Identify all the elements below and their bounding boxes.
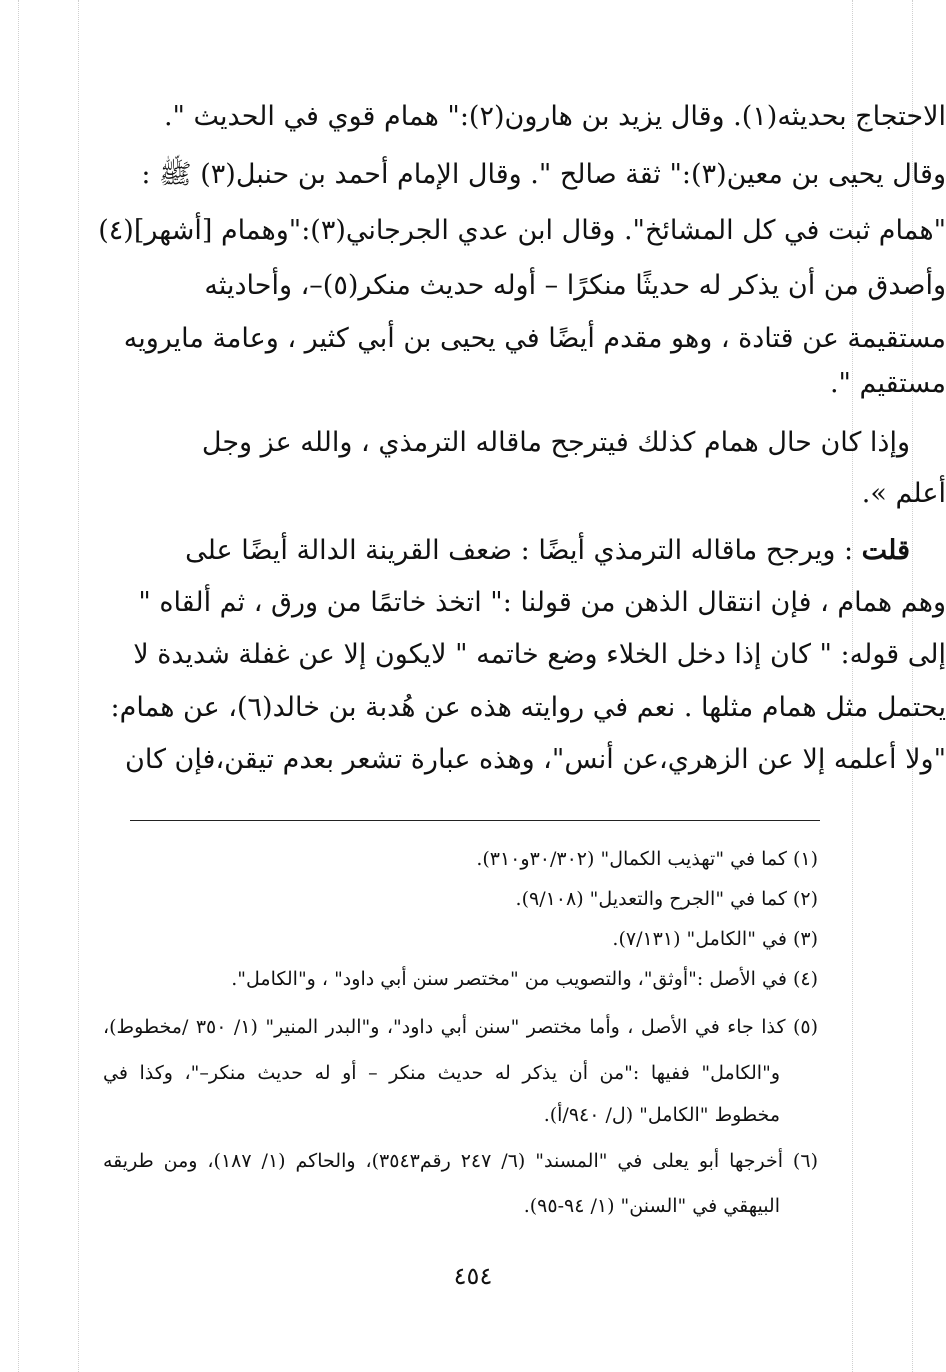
body-line: وإذا كان حال همام كذلك فيترجح ماقاله الترمذي ، والله عز وجل (201, 427, 910, 458)
body-line: إلى قوله: " كان إذا دخل الخلاء وضع خاتمه " لايكون إلا عن غفلة شديدة لا (133, 639, 946, 670)
body-line: "همام ثبت في كل المشائخ". وقال ابن عدي الجرجاني(٣):"وهمام [أشهر](٤) (98, 215, 946, 246)
body-line: وأصدق من أن يذكر له حديثًا منكرًا – أوله حديث منكر(٥)–، وأحاديثه (204, 270, 946, 301)
footnote: (٢) كما في "الجرح والتعديل" (٩/١٠٨). (515, 888, 818, 910)
footnote: (٣) في "الكامل" (٧/١٣١). (612, 928, 818, 950)
body-line: مستقيم ". (829, 368, 946, 399)
footnote: (٤) في الأصل :"أوثق"، والتصويب من "مختصر سنن أبي داود" ، و"الكامل". (231, 968, 818, 990)
footnote-continuation: و"الكامل" ففيها :"من أن يذكر له حديث منكر – أو له حديث منكر–"، وكذا في (103, 1062, 780, 1084)
footnote: (٦) أخرجها أبو يعلى في "المسند" (٦/ ٢٤٧ رقم٣٥٤٣)، والحاكم (١/ ١٨٧)، ومن طريقه (103, 1150, 818, 1172)
body-line: أعلم ». (861, 478, 946, 509)
body-line: وقال يحيى بن معين(٣):" ثقة صالح ". وقال الإمام أحمد بن حنبل(٣) ﷺ : (141, 159, 946, 190)
footnote-continuation: البيهقي في "السنن" (١/ ٩٤-٩٥). (523, 1195, 780, 1217)
scan-guide-line (78, 0, 79, 1372)
body-line: "ولا أعلمه إلا عن الزهري،عن أنس"، وهذه عبارة تشعر بعدم تيقن،فإن كان (125, 744, 946, 775)
footnote: (١) كما في "تهذيب الكمال" (٣٠/٣٠٢و٣١٠). (476, 848, 818, 870)
footnote-continuation: مخطوط "الكامل" (ل/ ٩٤٠/أ). (543, 1104, 780, 1126)
body-line: وهم همام ، فإن انتقال الذهن من قولنا :" اتخذ خاتمًا من ورق ، ثم ألقاه " (138, 587, 946, 618)
footnote-separator (130, 820, 820, 821)
body-line-with-label (185, 526, 946, 576)
body-line-text: : ويرجح ماقاله الترمذي أيضًا : ضعف القرينة الدالة أيضًا على (185, 535, 854, 566)
body-line: يحتمل مثل همام مثلها . نعم في روايته هذه عن هُدبة بن خالد(٦)، عن همام: (110, 692, 946, 723)
page-number: ٤٥٤ (453, 1262, 493, 1290)
body-line: مستقيمة عن قتادة ، وهو مقدم أيضًا في يحيى بن أبي كثير ، وعامة مايرويه (123, 323, 946, 354)
scan-guide-line (18, 0, 19, 1372)
footnote: (٥) كذا جاء في الأصل ، وأما مختصر "سنن أبي داود"، و"البدر المنير" (١/ ٣٥٠ /مخطوط)، (103, 1016, 818, 1038)
body-line: الاحتجاج بحديثه(١). وقال يزيد بن هارون(٢):" همام قوي في الحديث ". (163, 101, 946, 132)
qult-label: قلت (861, 535, 910, 566)
